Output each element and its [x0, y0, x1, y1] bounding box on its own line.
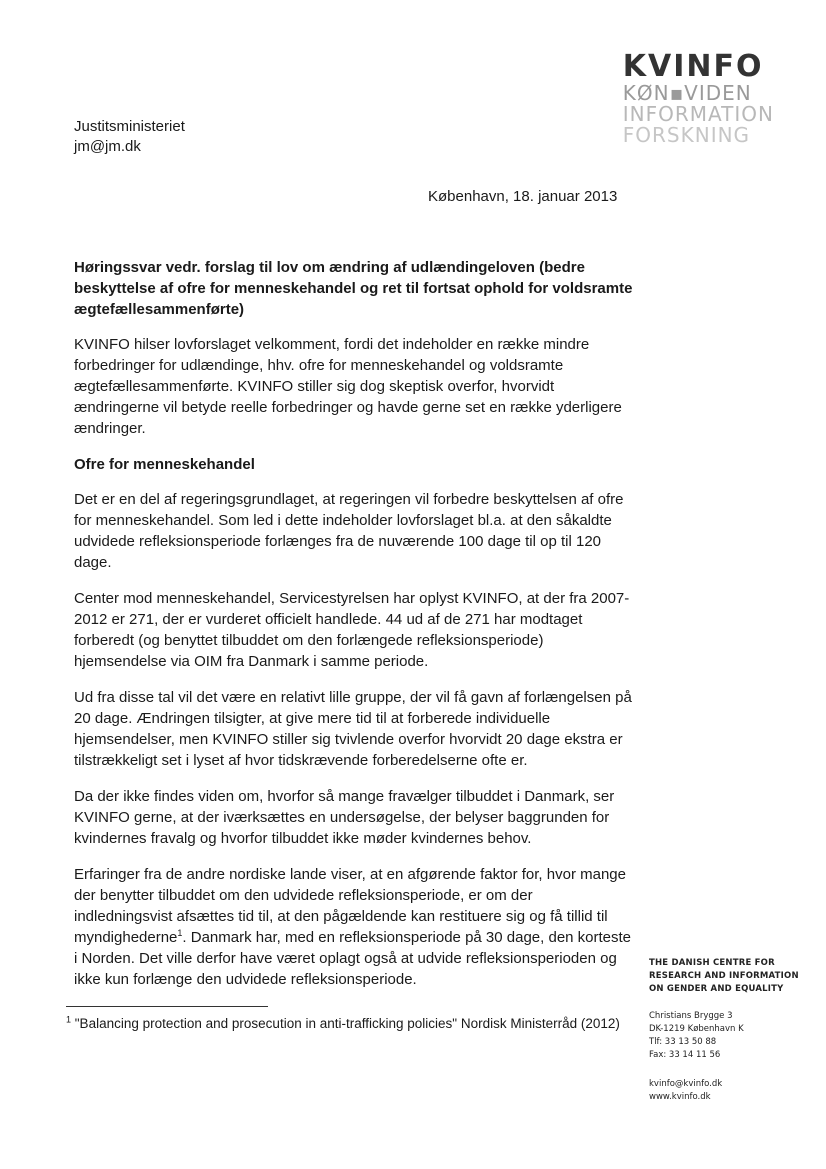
- logo-tagline-3: FORSKNING: [622, 123, 751, 147]
- paragraph-5-text-a: Erfaringer fra de andre nordiske lande viser, at en afgørende faktor for, hvor mange der benytter tilbuddet om den udvidede refleksionsperiode, er om der indledningsvist afsættes tid til, at den pågældende kan restituere sig og få tillid til myndighederne: [74, 866, 626, 946]
- body-paragraph-1: Det er en del af regeringsgrundlaget, at regeringen vil forbedre beskyttelsen af ofre for menneskehandel. Som led i dette indeholder lovforslaget bl.a. at den såkaldte udvidede refleksionsperiode forlænges fra de nuværende 100 dage til op til 120 dage.: [74, 491, 624, 571]
- address-street: Christians Brygge 3: [649, 1011, 733, 1021]
- contact-fax: Fax: 33 14 11 56: [649, 1050, 721, 1060]
- logo-tagline-1: KØN▪VIDEN: [622, 81, 752, 105]
- contact-online: [649, 1078, 722, 1104]
- footnote: [66, 1015, 626, 1033]
- kvinfo-logo: [622, 49, 774, 147]
- footnote-reference: 1: [177, 928, 183, 938]
- org-line-1: THE DANISH CENTRE FOR: [649, 958, 775, 968]
- footnote-divider: [66, 1006, 268, 1007]
- paragraph-5-text-b: . Danmark har, med en refleksionsperiode på 30 dage, den korteste i Norden. Det ville derfor have været oplagt også at udvide refleksionsperioden og ikke kun forlænge den udvidede refleksionsperiode.: [74, 929, 632, 988]
- body-paragraph-3: Ud fra disse tal vil det være en relativt lille gruppe, der vil få gavn af forlængelsen på 20 dage. Ændringen tilsigter, at give mere tid til at forberede individuelle hjemsendelser, men KVINFO stiller sig tvivlende overfor hvorvidt 20 dage ekstra er tilstrækkeligt set i lyset af hvor tidskrævende forberedelserne ofte er.: [74, 689, 632, 769]
- recipient-email: jm@jm.dk: [74, 138, 141, 155]
- section-heading: Ofre for menneskehandel: [74, 456, 255, 473]
- body-paragraph-2: Center mod menneskehandel, Servicestyrelsen har oplyst KVINFO, at der fra 2007-2012 er 271, der er vurderet officielt handlede. 44 ud af de 271 har modtaget forberedt (og benyttet tilbuddet om den forlængede refleksionsperiode) hjemsendelse via OIM fra Danmark i samme periode.: [74, 590, 630, 670]
- letter-date: København, 18. januar 2013: [428, 188, 618, 205]
- footnote-text: "Balancing protection and prosecution in anti-trafficking policies" Nordisk Ministerråd (2012): [71, 1016, 620, 1031]
- contact-phone: Tlf: 33 13 50 88: [649, 1037, 717, 1047]
- letter-body: [74, 257, 634, 1005]
- organization-description: [649, 957, 799, 996]
- org-line-3: ON GENDER AND EQUALITY: [649, 984, 784, 994]
- recipient-name: Justitsministeriet: [74, 118, 185, 135]
- logo-tagline-2: INFORMATION: [622, 102, 774, 126]
- org-line-2: RESEARCH AND INFORMATION: [649, 971, 799, 981]
- footnote-mark: 1: [66, 1014, 72, 1025]
- body-paragraph-5: [74, 864, 634, 990]
- contact-address: [649, 1010, 744, 1062]
- recipient-block: [74, 117, 185, 157]
- body-paragraph-4: Da der ikke findes viden om, hvorfor så mange fravælger tilbuddet i Danmark, ser KVINFO gerne, at der iværksættes en undersøgelse, der belyser baggrunden for kvindernes fravalg og hvorfor tilbuddet ikke møder kvindernes behov.: [74, 788, 615, 847]
- contact-website: www.kvinfo.dk: [649, 1092, 711, 1102]
- intro-paragraph: KVINFO hilser lovforslaget velkomment, fordi det indeholder en række mindre forbedringer for udlændinge, hhv. ofre for menneskehandel og voldsramte ægtefællesammenførte. KVINFO stiller sig dog skeptisk overfor, hvorvidt ændringerne vil betyde reelle forbedringer og havde gerne set en række yderligere ændringer.: [74, 336, 622, 437]
- letter-title: Høringssvar vedr. forslag til lov om ændring af udlændingeloven (bedre beskyttelse af ofre for menneskehandel og ret til fortsat ophold for voldsramte ægtefællesammenførte): [74, 259, 633, 318]
- logo-name: KVINFO: [622, 49, 764, 84]
- contact-email: kvinfo@kvinfo.dk: [649, 1079, 723, 1089]
- address-city: DK-1219 København K: [649, 1024, 744, 1034]
